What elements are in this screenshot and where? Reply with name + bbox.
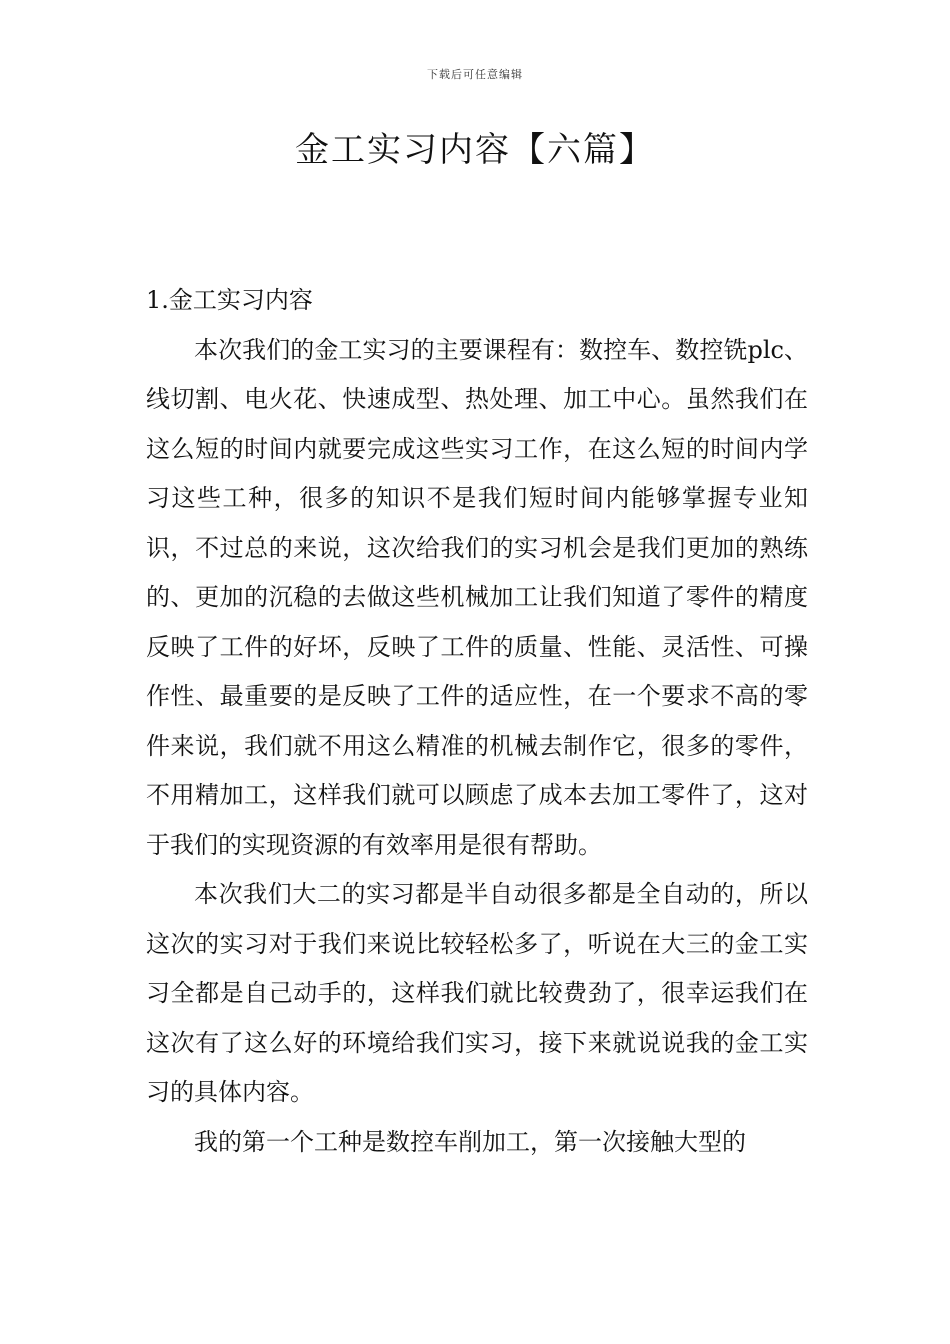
document-title: 金工实习内容【六篇】 [295,130,655,170]
header-note: 下载后可任意编辑 [427,68,523,81]
paragraph-3: 我的第一个工种是数控车削加工，第一次接触大型的 [194,1127,746,1156]
paragraph-2: 本次我们大二的实习都是半自动很多都是全自动的，所以这次的实习对于我们来说比较轻松多了，听说在大三的金工实习全都是自己动手的，这样我们就比较费劲了，很幸运我们在这次有了这么好的环境给我们实习，接下来就说说我的金工实习的具体内容。 [146,880,808,1106]
paragraph-1: 本次我们的金工实习的主要课程有：数控车、数控铣plc、线切割、电火花、快速成型、热处理、加工中心。虽然我们在这么短的时间内就要完成这些实习工作，在这么短的时间内学习这些工种，很多的知识不是我们短时间内能够掌握专业知识，不过总的来说，这次给我们的实习机会是我们更加的熟练的、更加的沉稳的去做这些机械加工让我们知道了零件的精度反映了工件的好坏，反映了工件的质量、性能、灵活性、可操作性、最重要的是反映了工件的适应性，在一个要求不高的零件来说，我们就不用这么精准的机械去制作它，很多的零件，不用精加工，这样我们就可以顾虑了成本去加工零件了，这对于我们的实现资源的有效率用是很有帮助。 [146,335,808,859]
document-body [146,276,808,1167]
section-heading: 1.金工实习内容 [146,286,313,314]
